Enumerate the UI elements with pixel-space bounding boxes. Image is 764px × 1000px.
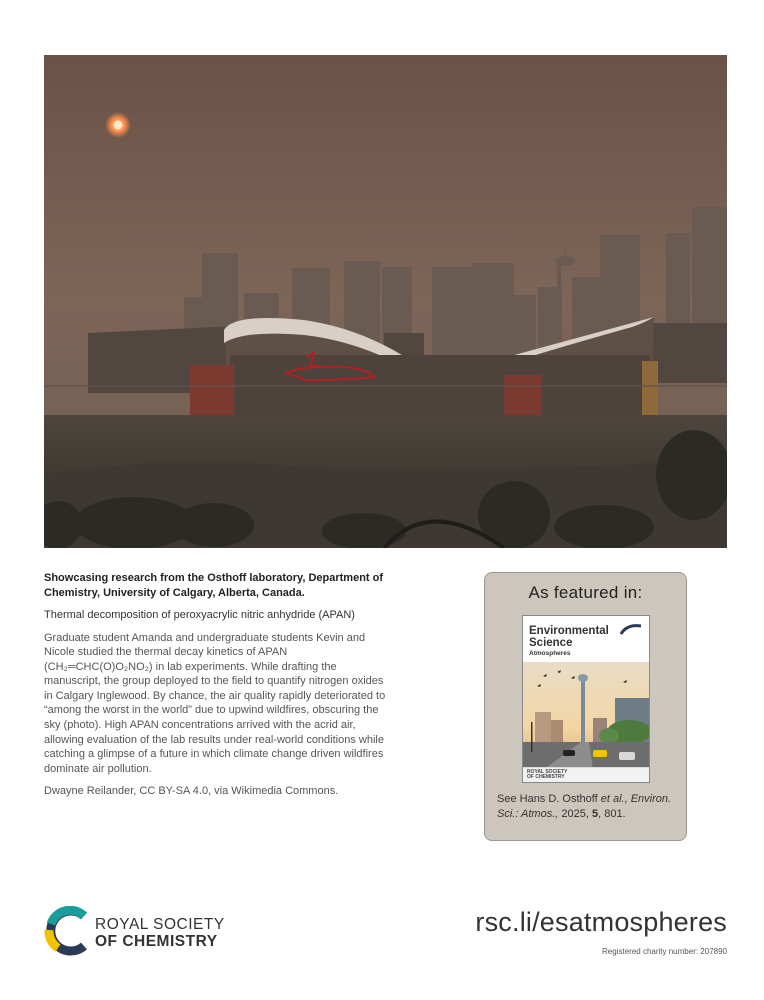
featured-reference [497, 792, 682, 821]
journal-url-link[interactable]: rsc.li/esatmospheres [475, 907, 727, 937]
hero-photo [44, 55, 727, 548]
cover-title-line1: Environmental [529, 625, 609, 637]
rsc-logo[interactable] [44, 906, 234, 956]
cover-title-line2: Science [529, 637, 573, 649]
cover-subtitle: Atmospheres [529, 650, 571, 657]
ref-etal: et al., [600, 793, 628, 805]
article-title: Thermal decomposition of peroxyacrylic nitric anhydride (APAN) [44, 609, 355, 621]
article-description: Graduate student Amanda and undergraduate students Kevin and Nicole studied the thermal decay kinetics of APAN (CH₂═CHC(O)O₂NO₂) in lab experiments. While drafting the manuscript, the group deployed to the field to quantify nitrogen oxides in Calgary Inglewood. By chance, the air quality rapidly deteriorated to “among the worst in the world” due to upwind wildfires, obscuring the sky (photo). High APAN concentrations arrived with the acrid air, allowing evaluation of the lab results under real-world conditions while catching a glimpse of a future in which climate change driven wildfires dominate air pollution. [44, 631, 386, 775]
photo-credit: Dwayne Reilander, CC BY-SA 4.0, via Wikimedia Commons. [44, 785, 339, 798]
rsc-logo-icon [44, 906, 90, 956]
charity-number: Registered charity number: 207890 [602, 947, 727, 956]
ref-prefix: See Hans D. Osthoff [497, 793, 601, 805]
cover-illustration [523, 662, 649, 770]
ref-journal: Environ. Sci.: Atmos., [497, 793, 672, 820]
ref-year: 2025, [558, 807, 592, 820]
journal-cover[interactable] [522, 615, 650, 783]
showcase-heading: Showcasing research from the Osthoff laboratory, Department of Chemistry, University of Calgary, Alberta, Canada. [44, 572, 384, 599]
showcase-text [44, 571, 389, 799]
rsc-name-line1: ROYAL SOCIETY [95, 916, 225, 933]
ref-volume: 5 [591, 807, 599, 820]
featured-label: As featured in: [528, 583, 643, 602]
featured-in-box [484, 572, 687, 841]
ref-pages: , 801. [598, 807, 626, 820]
cover-publisher-logo: ROYAL SOCIETY OF CHEMISTRY [527, 769, 568, 780]
cover-title [529, 625, 609, 649]
cover-badge-icon [617, 620, 645, 642]
cover-footer [523, 767, 649, 782]
rsc-name-line2: OF CHEMISTRY [95, 933, 218, 950]
